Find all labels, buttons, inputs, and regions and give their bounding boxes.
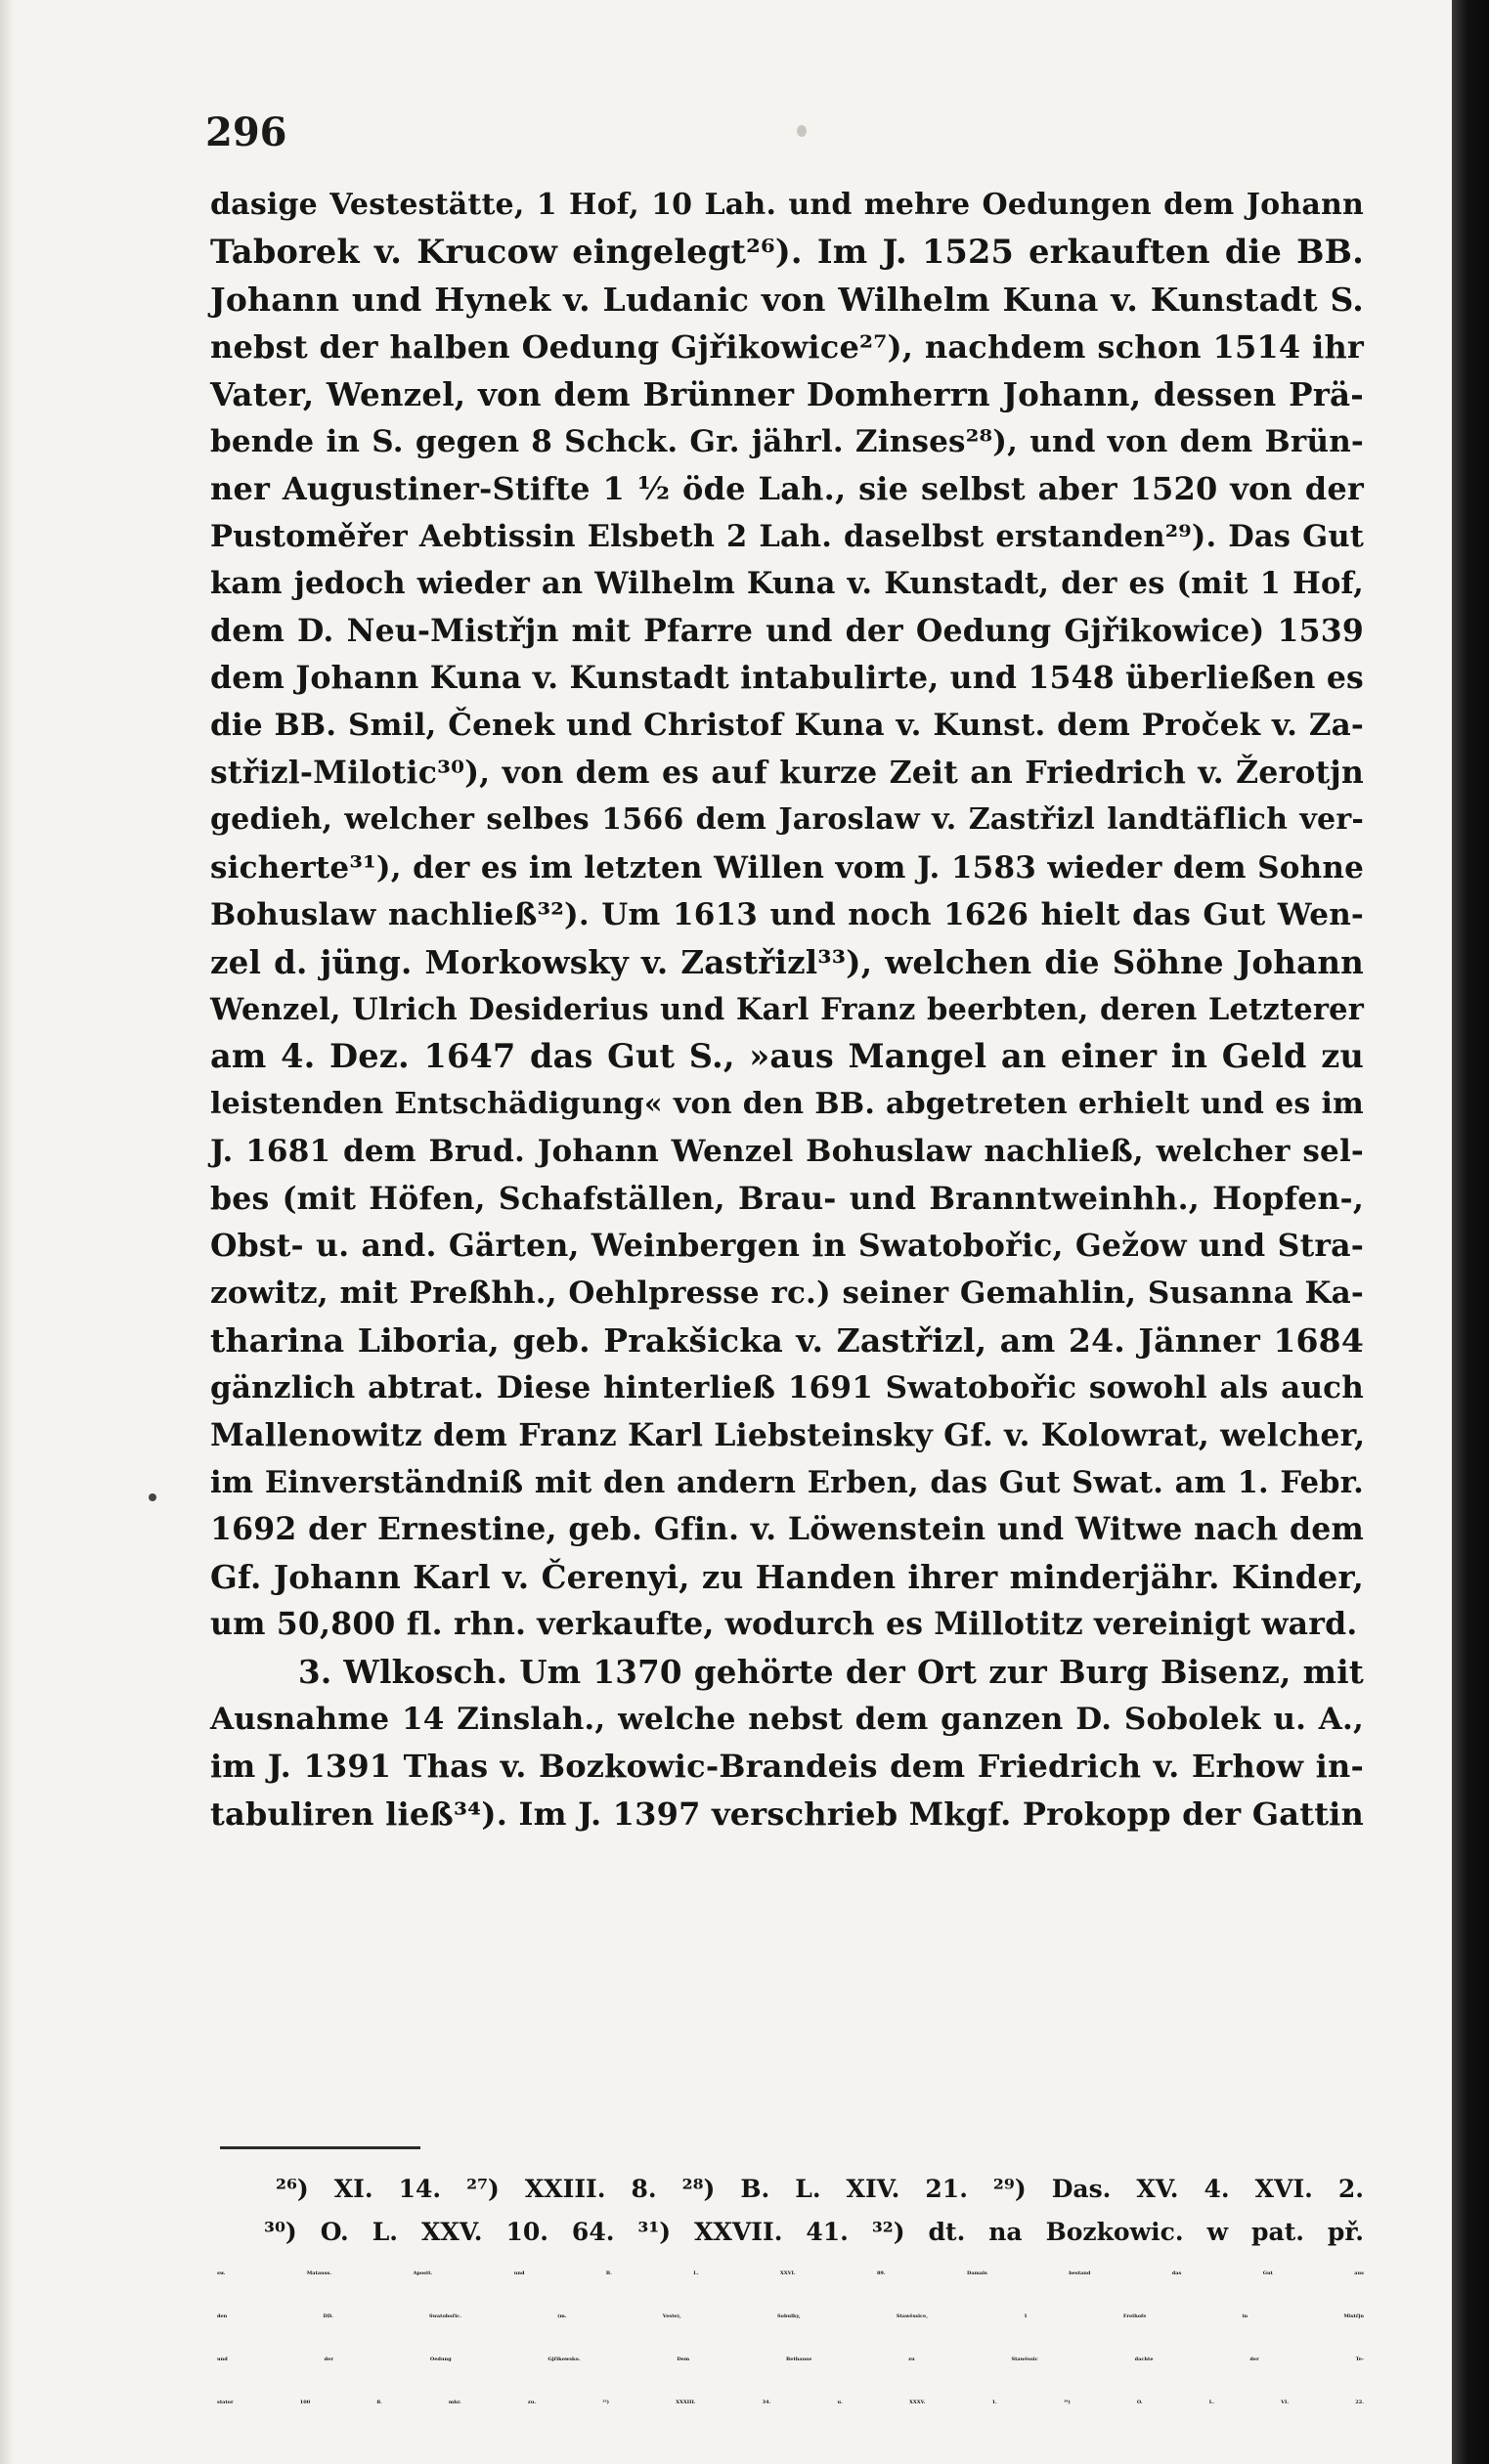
- footnote-line: und der Oedung Gjřikowsko. Dem Bethause zu Stawěssic dachte der Te-: [217, 2356, 1364, 2362]
- text-line-section-start: 3. Wlkosch. Um 1370 gehörte der Ort zur Burg Bisenz, mit: [298, 1652, 1364, 1691]
- text-line: tabuliren ließ³⁴). Im J. 1397 verschrieb Mkgf. Prokopp der Gattin: [210, 1794, 1364, 1833]
- page-number: 296: [205, 109, 287, 155]
- text-line: střizl-Milotic³⁰), von dem es auf kurze Zeit an Friedrich v. Žerotjn: [210, 754, 1364, 791]
- text-line: J. 1681 dem Brud. Johann Wenzel Bohuslaw nachließ, welcher sel-: [210, 1134, 1364, 1170]
- text-line: dem Johann Kuna v. Kunstadt intabulirte, und 1548 überließen es: [210, 660, 1364, 697]
- text-line: um 50,800 fl. rhn. verkaufte, wodurch es Millotitz vereinigt ward.: [210, 1606, 1358, 1643]
- main-text-block: [210, 182, 1364, 1837]
- paper-speck: [797, 125, 807, 137]
- text-line: ner Augustiner-Stifte 1 ½ öde Lah., sie selbst aber 1520 von der: [210, 470, 1364, 508]
- footnote-divider: [220, 2146, 420, 2149]
- text-line: gänzlich abtrat. Diese hinterließ 1691 Swatobořic sowohl als auch: [210, 1370, 1364, 1406]
- margin-mark: [149, 1493, 156, 1501]
- text-line: Bohuslaw nachließ³²). Um 1613 und noch 1626 hielt das Gut Wen-: [210, 897, 1364, 933]
- text-line: sicherte³¹), der es im letzten Willen vom J. 1583 wieder dem Sohne: [210, 849, 1364, 886]
- text-line: Ausnahme 14 Zinslah., welche nebst dem ganzen D. Sobolek u. A.,: [210, 1702, 1364, 1737]
- text-line: am 4. Dez. 1647 das Gut S., »aus Mangel an einer in Geld zu: [210, 1037, 1364, 1076]
- footnote-line: ³⁰) O. L. XXV. 10. 64. ³¹) XXVII. 41. ³²) dt. na Bozkowic. w pat. př.: [264, 2217, 1364, 2246]
- text-line: im Einverständniß mit den andern Erben, das Gut Swat. am 1. Febr.: [210, 1464, 1364, 1500]
- text-line: Wenzel, Ulrich Desiderius und Karl Franz beerbten, deren Letzterer: [210, 991, 1364, 1027]
- text-line: Mallenowitz dem Franz Karl Liebsteinsky Gf. v. Kolowrat, welcher,: [210, 1416, 1366, 1453]
- text-line: Taborek v. Krucow eingelegt²⁶). Im J. 1525 erkauften die BB.: [210, 233, 1364, 272]
- text-line: gedieh, welcher selbes 1566 dem Jaroslaw v. Zastřizl landtäflich ver-: [210, 802, 1364, 838]
- text-line: bes (mit Höfen, Schafställen, Brau- und Branntweinhh., Hopfen-,: [210, 1180, 1364, 1217]
- footnote-line: ²⁶) XI. 14. ²⁷) XXIII. 8. ²⁸) B. L. XIV. 21. ²⁹) Das. XV. 4. XVI. 2.: [276, 2175, 1364, 2203]
- text-line: im J. 1391 Thas v. Bozkowic-Brandeis dem Friedrich v. Erhow in-: [210, 1748, 1364, 1786]
- page-left-shadow: [0, 0, 14, 2464]
- text-line: tharina Liboria, geb. Prakšicka v. Zastřizl, am 24. Jänner 1684: [210, 1320, 1364, 1360]
- text-line: dem D. Neu-Mistřjn mit Pfarre und der Oedung Gjřikowice) 1539: [210, 612, 1364, 649]
- text-line: Pustoměřer Aebtissin Elsbeth 2 Lah. daselbst erstanden²⁹). Das Gut: [210, 518, 1364, 554]
- text-line: zowitz, mit Preßhh., Oehlpresse rc.) seiner Gemahlin, Susanna Ka-: [210, 1275, 1364, 1312]
- text-line: die BB. Smil, Čenek und Christof Kuna v. Kunst. dem Proček v. Za-: [210, 708, 1364, 744]
- text-line: Gf. Johann Karl v. Čerenyi, zu Handen ihrer minderjähr. Kinder,: [210, 1557, 1364, 1596]
- text-line: leistenden Entschädigung« von den BB. abgetreten erhielt und es im: [210, 1086, 1364, 1121]
- text-line: zel d. jüng. Morkowsky v. Zastřizl³³), welchen die Söhne Johann: [210, 942, 1364, 981]
- text-line: bende in S. gegen 8 Schck. Gr. jährl. Zinses²⁸), und von dem Brün-: [210, 424, 1364, 460]
- footnote-line: sw. Matauss. Apostt. und B. L. XXVI. 89. Damals bestand das Gut aus: [217, 2270, 1364, 2277]
- text-line: 1692 der Ernestine, geb. Gfin. v. Löwenstein und Witwe nach dem: [210, 1511, 1364, 1548]
- footnote-line: stator 100 fl. mhr. zu. ³³) XXXIII. 34. u. XXXV. 1. ³⁴) O. L. VI. 22.: [217, 2399, 1364, 2405]
- text-line: Obst- u. and. Gärten, Weinbergen in Swatobořic, Gežow und Stra-: [210, 1227, 1364, 1264]
- footnote-line: den DD. Swatobořic. (m. Veste), Sobulky, Stawěssice, 1 Freihofe in Mistřjn: [217, 2313, 1364, 2320]
- scan-dark-border: [1452, 0, 1489, 2464]
- text-line: Vater, Wenzel, von dem Brünner Domherrn Johann, dessen Prä-: [210, 374, 1364, 413]
- text-line: nebst der halben Oedung Gjřikowice²⁷), nachdem schon 1514 ihr: [210, 328, 1364, 367]
- footnotes-block: [217, 2168, 1364, 2424]
- text-line: kam jedoch wieder an Wilhelm Kuna v. Kunstadt, der es (mit 1 Hof,: [210, 566, 1364, 602]
- text-line: dasige Vestestätte, 1 Hof, 10 Lah. und mehre Oedungen dem Johann: [210, 188, 1364, 222]
- text-line: Johann und Hynek v. Ludanic von Wilhelm Kuna v. Kunstadt S.: [210, 280, 1364, 319]
